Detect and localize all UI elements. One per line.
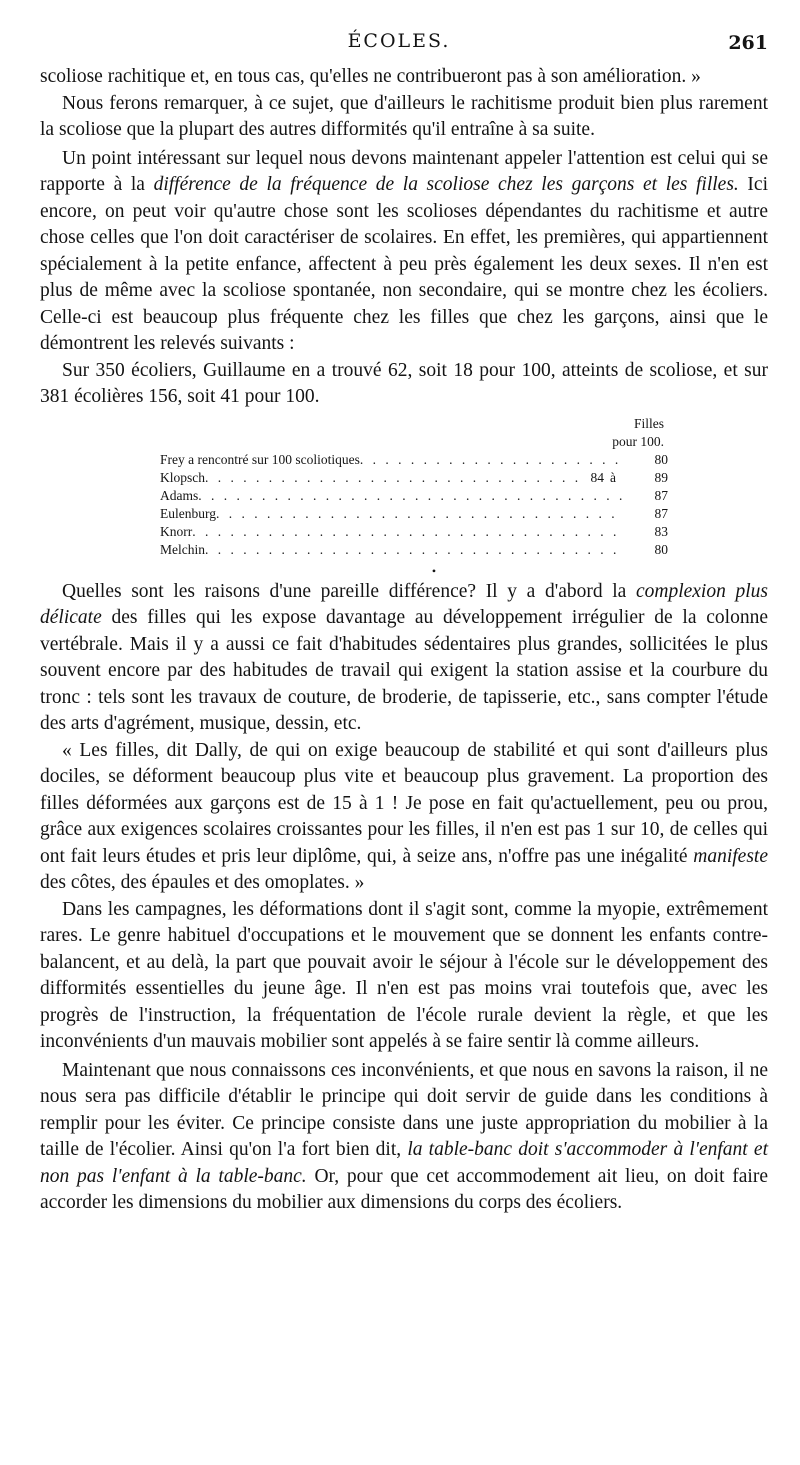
stats-table — [160, 415, 668, 559]
stats-row-value: 89 — [654, 469, 668, 485]
paragraph-dally-start: « Les filles, dit Dally, de qui on exige beaucoup de stabilité et qui sont d'ailleurs plus dociles, se déforment beaucoup plus vite et beaucoup plus gravement. La proportion des filles déformées aux garçons est de 15 à 1 ! Je pose en fait qu'actuellement, peu ou prou, grâce aux exigences scolaires croissantes pour les filles, il n'en est pas 1 sur 10, de celles qui ont fait leurs études et pris leur diplôme, qui, à seize ans, n'offre pas une inégalité — [40, 739, 768, 867]
stats-row-value: 83 — [654, 523, 668, 539]
stats-row-name: Adams — [160, 487, 199, 503]
paragraph-frequence — [40, 146, 768, 358]
page-number: 261 — [728, 32, 768, 54]
stats-row — [160, 523, 668, 541]
paragraph-rachitisme: Nous ferons remarquer, à ce sujet, que d'ailleurs le rachitisme produit bien plus rarement la scoliose que la plupart des autres difformités qu'il entraîne à sa suite. — [40, 92, 768, 140]
paragraph-campagnes: Dans les campagnes, les déformations dont il s'agit sont, comme la myopie, extrêmement rares. Le genre habituel d'occupations et le mouvement que se donnent les enfants contre-balancent, et au delà, la part que pouvait avoir le séjour à l'école sur le développement des difformités essentielles du jeune âge. Il n'en est pas moins vrai toutefois que, avec les progrès de l'instruction, la fréquentation de l'école rurale devient la règle, et que les inconvénients d'un mauvais mobilier sont appelés à se faire sentir là comme ailleurs. — [40, 898, 768, 1052]
paragraph-raisons — [40, 579, 768, 738]
paragraph-raisons-end: des filles qui les expose davantage au développement irrégulier de la colonne vertébrale. Mais il y a aussi ce fait d'habitudes sédentaires plus grandes, sollicitées le plus souvent encore par des habitudes de travail qui exigent la station assise et la courbure du tronc : tels sont les travaux de couture, de broderie, de tapisserie, etc., sans compter l'étude des arts d'agrément, musique, dessin, etc. — [40, 607, 768, 734]
paragraph-principe-emphasis: la table-banc doit s'accommoder à l'enfant et non pas l'enfant à la table-banc. — [40, 1139, 768, 1187]
stats-row-name: Frey a rencontré sur 100 scoliotiques — [160, 451, 360, 467]
leader-dots — [205, 541, 622, 559]
paragraph-frequence-end: Ici encore, on peut voir qu'autre chose sont les scolioses dépendantes du rachitisme et autre chose celles que l'on doit caractériser de scolaires. En effet, les premières, qui appartiennent spécialement à la petite enfance, affectent à peu près également les deux sexes. Il n'en est plus de même avec la scoliose spontanée, non secondaire, qui se montre chez les écoliers. Celle-ci est beaucoup plus fréquente chez les filles que chez les garçons, ainsi que le démontrent les relevés suivants : — [40, 174, 768, 354]
stats-header-line2: pour 100. — [612, 433, 664, 449]
paragraph-frequence-emphasis: différence de la fréquence de la scoliose chez les garçons et les filles. — [153, 174, 739, 195]
stats-row-range-low: 84 — [590, 469, 604, 485]
stats-row — [160, 487, 668, 505]
running-head — [30, 30, 768, 60]
stats-header — [160, 415, 668, 451]
paragraph-guillaume: Sur 350 écoliers, Guillaume en a trouvé 62, soit 18 pour 100, atteints de scoliose, et sur 381 écolières 156, soit 41 pour 100. — [40, 359, 768, 407]
paragraph-raisons-start: Quelles sont les raisons d'une pareille différence? Il y a d'abord la — [62, 580, 636, 602]
paragraph-continuation: scoliose rachitique et, en tous cas, qu'elles ne contribueront pas à son amélioration. » — [40, 66, 701, 87]
text-block — [40, 64, 768, 1217]
leader-dots — [192, 523, 622, 541]
paragraph-frequence-start: Un point intéressant sur lequel nous devons maintenant appeler l'attention est celui qui se rapporte à la — [40, 147, 768, 195]
paragraph-principe — [40, 1058, 768, 1217]
stats-row-value: 87 — [654, 487, 668, 503]
stats-row-name: Knorr — [160, 523, 193, 539]
leader-dots — [205, 469, 587, 487]
separator-mark: • — [431, 563, 437, 578]
stats-header-line1: Filles — [633, 415, 664, 431]
leader-dots — [216, 505, 622, 523]
stats-row-name: Klopsch — [160, 469, 205, 485]
stats-row-range-sep: à — [610, 469, 616, 485]
stats-row-value: 80 — [654, 451, 668, 467]
leader-dots — [198, 487, 622, 505]
stats-row-value: 80 — [654, 541, 668, 557]
stats-row — [160, 541, 668, 559]
paragraph-principe-start: Maintenant que nous connaissons ces inconvénients, et que nous en savons la raison, il ne nous sera pas difficile d'établir le principe qui doit servir de guide dans les conditions à remplir pour les éviter. Ce principe consiste dans une juste appropriation du mobilier à la taille de l'écolier. Ainsi qu'on l'a fort bien dit, — [40, 1059, 768, 1160]
paragraph-dally-emphasis: manifeste — [693, 845, 768, 867]
paragraph-raisons-emphasis: complexion plus délicate — [40, 580, 769, 628]
stats-row — [160, 451, 668, 469]
running-title: ÉCOLES. — [347, 30, 451, 52]
stats-row-range — [587, 469, 623, 487]
paragraph-principe-end: Or, pour que cet accommodement ait lieu, on doit faire accorder les dimensions du mobilier aux dimensions du corps des écoliers. — [40, 1165, 768, 1213]
leader-dots — [360, 451, 622, 469]
paragraph-dally-end: des côtes, des épaules et des omoplates. » — [40, 872, 365, 893]
stats-row — [160, 505, 668, 523]
stats-row — [160, 469, 668, 487]
stats-row-value: 87 — [654, 505, 668, 521]
stats-row-name: Eulenburg — [160, 505, 216, 521]
paragraph-dally-quote — [40, 738, 768, 897]
stats-row-name: Melchin — [160, 541, 205, 557]
